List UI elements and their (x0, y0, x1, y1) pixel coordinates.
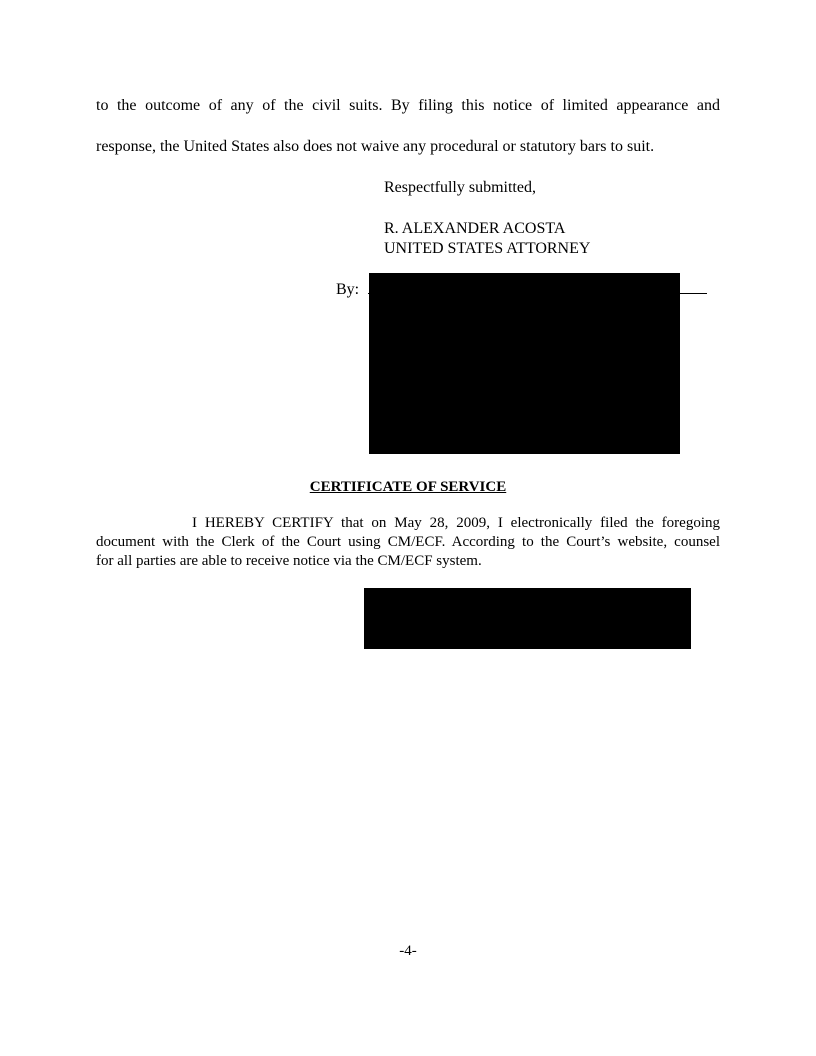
signer-name: R. ALEXANDER ACOSTA (384, 220, 566, 237)
certificate-signature-redaction-box (364, 588, 691, 649)
body-text-line-2: response, the United States also does not waive any procedural or statutory bars to suit. (96, 138, 655, 155)
certificate-line-3: for all parties are able to receive notice via the CM/ECF system. (96, 553, 482, 569)
page-number: -4- (399, 943, 417, 959)
by-label: By: (336, 281, 360, 298)
certificate-heading: CERTIFICATE OF SERVICE (309, 479, 507, 495)
certificate-paragraph (96, 514, 720, 571)
closing-text: Respectfully submitted, (384, 179, 536, 196)
signer-title: UNITED STATES ATTORNEY (384, 240, 591, 257)
signature-redaction-box (369, 273, 680, 454)
certificate-line-1: I HEREBY CERTIFY that on May 28, 2009, I electronically filed the foregoing (192, 515, 720, 531)
certificate-line-2: document with the Clerk of the Court using CM/ECF. According to the Court’s website, counsel (96, 534, 720, 550)
body-text-line-1: to the outcome of any of the civil suits. By filing this notice of limited appearance and (96, 97, 720, 114)
